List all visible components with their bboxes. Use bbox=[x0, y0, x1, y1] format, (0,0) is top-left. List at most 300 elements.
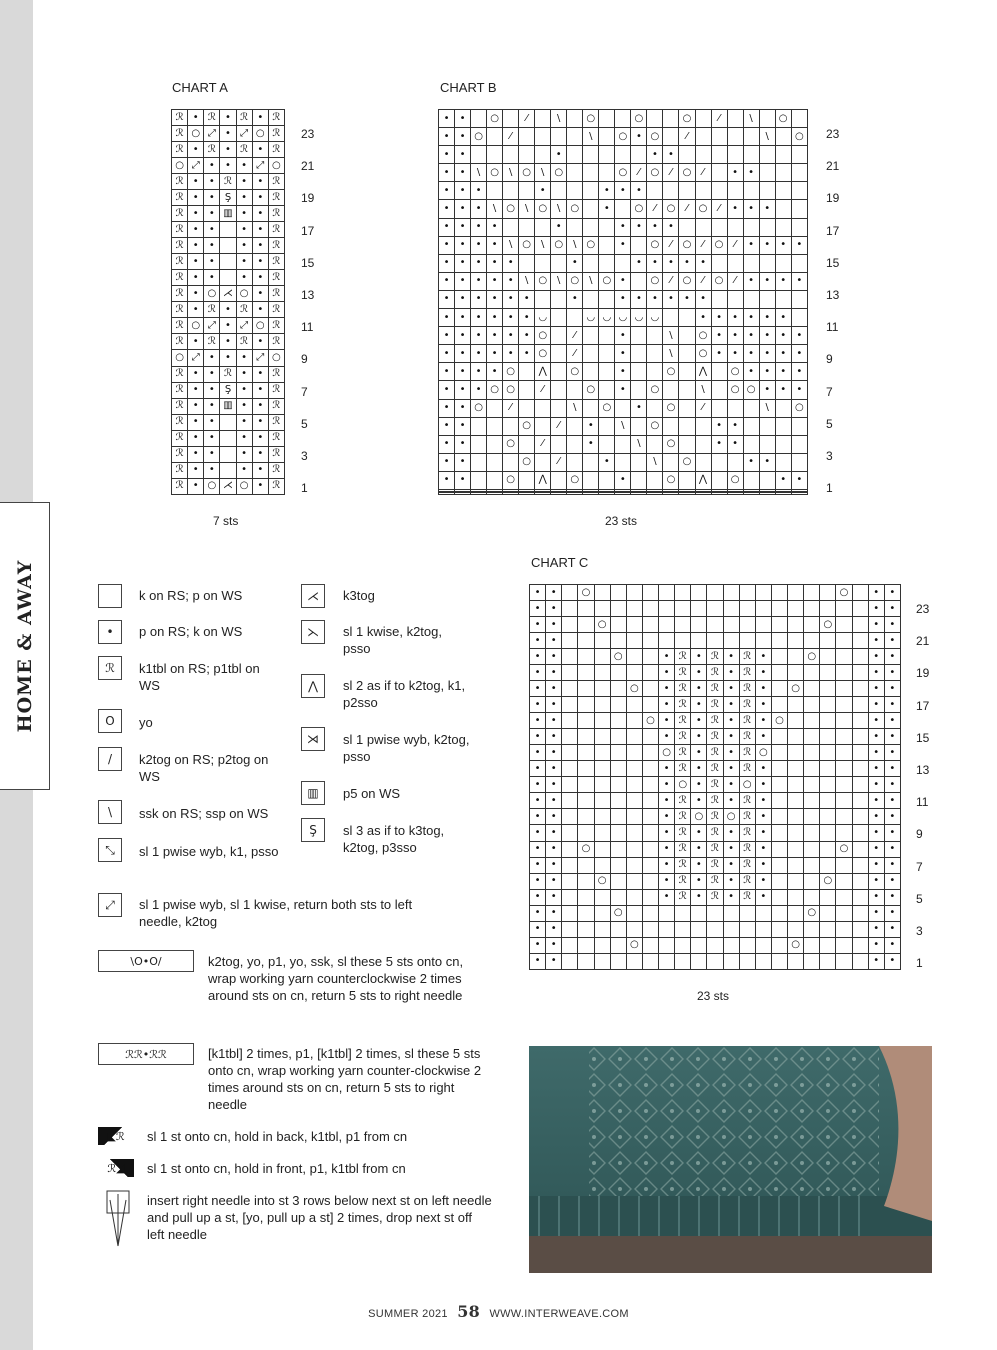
key-ssk-desc: ssk on RS; ssp on WS bbox=[139, 806, 269, 821]
chart-cell bbox=[771, 841, 787, 857]
chart-cell bbox=[578, 745, 594, 761]
chart-cell: ○ bbox=[599, 272, 615, 290]
chart-cell bbox=[578, 633, 594, 649]
chart-cell: • bbox=[884, 681, 900, 697]
chart-cell bbox=[551, 254, 567, 272]
chart-cell bbox=[642, 889, 658, 905]
chart-cell bbox=[220, 254, 236, 270]
chart-cell: • bbox=[439, 471, 455, 489]
chart-cell: ⤢ bbox=[204, 126, 220, 142]
row-number: 17 bbox=[826, 223, 840, 238]
chart-cell bbox=[578, 953, 594, 969]
chart-cell: ℛ bbox=[268, 110, 284, 126]
chart-cell bbox=[583, 164, 599, 182]
chart-cell: ⁄ bbox=[663, 272, 679, 290]
chart-cell: • bbox=[204, 350, 220, 366]
chart-cell bbox=[626, 601, 642, 617]
chart-cell: ℛ bbox=[739, 665, 755, 681]
chart-cell: • bbox=[884, 921, 900, 937]
chart-cell bbox=[642, 841, 658, 857]
row-number: 11 bbox=[826, 320, 839, 335]
chart-cell: • bbox=[503, 345, 519, 363]
chart-cell: ○ bbox=[642, 713, 658, 729]
chart-cell: ℛ bbox=[707, 729, 723, 745]
chart-cell: ℛ bbox=[268, 398, 284, 414]
chart-cell: • bbox=[487, 363, 503, 381]
chart-cell bbox=[594, 777, 610, 793]
chart-cell: • bbox=[252, 446, 268, 462]
chart-cell bbox=[804, 665, 820, 681]
chart-cell: • bbox=[530, 729, 546, 745]
chart-cell bbox=[707, 633, 723, 649]
chart-cell bbox=[503, 182, 519, 200]
chart-cell: • bbox=[220, 158, 236, 174]
chart-cell bbox=[820, 937, 836, 953]
chart-cell: • bbox=[884, 777, 900, 793]
chart-cell bbox=[578, 825, 594, 841]
key-wrap-tbl-cable-desc: [k1tbl] 2 times, p1, [k1tbl] 2 times, sl these 5 sts onto cn, wrap working yarn counter-clockwise 2 times around sts on cn, return 5 sts to right needle bbox=[208, 1046, 482, 1112]
chart-cell bbox=[707, 905, 723, 921]
chart-cell bbox=[755, 921, 771, 937]
chart-cell: • bbox=[220, 126, 236, 142]
chart-cell bbox=[610, 601, 626, 617]
chart-cell bbox=[675, 905, 691, 921]
chart-cell bbox=[711, 471, 727, 489]
chart-cell: • bbox=[236, 366, 252, 382]
chart-cell: • bbox=[252, 414, 268, 430]
chart-cell: • bbox=[439, 363, 455, 381]
chart-cell bbox=[610, 809, 626, 825]
chart-cell bbox=[852, 937, 868, 953]
chart-cell: • bbox=[204, 190, 220, 206]
chart-cell bbox=[852, 585, 868, 601]
chart-cell: ℛ bbox=[739, 809, 755, 825]
chart-cell: • bbox=[755, 681, 771, 697]
chart-cell: ℛ bbox=[739, 841, 755, 857]
chart-cell bbox=[852, 745, 868, 761]
chart-cell: ○ bbox=[788, 681, 804, 697]
chart-cell bbox=[791, 417, 807, 435]
chart-cell bbox=[583, 146, 599, 164]
chart-cell: • bbox=[236, 190, 252, 206]
chart-cell: ℛ bbox=[268, 238, 284, 254]
chart-cell bbox=[626, 809, 642, 825]
chart-cell bbox=[659, 633, 675, 649]
chart-cell: ○ bbox=[583, 110, 599, 128]
chart-cell: ○ bbox=[578, 841, 594, 857]
key-purl-desc: p on RS; k on WS bbox=[139, 624, 243, 639]
chart-cell bbox=[743, 182, 759, 200]
chart-cell: • bbox=[659, 873, 675, 889]
chart-cell bbox=[578, 665, 594, 681]
chart-cell bbox=[647, 345, 663, 363]
chart-cell bbox=[820, 921, 836, 937]
chart-cell: • bbox=[188, 334, 204, 350]
chart-cell bbox=[663, 453, 679, 471]
chart-cell bbox=[551, 381, 567, 399]
chart-cell bbox=[599, 417, 615, 435]
chart-cell: • bbox=[868, 921, 884, 937]
key-sl1-psso-desc: sl 1 pwise wyb, k1, psso bbox=[139, 844, 279, 859]
chart-cell: • bbox=[759, 327, 775, 345]
chart-cell: ○ bbox=[610, 905, 626, 921]
chart-cell bbox=[562, 585, 578, 601]
chart-cell: • bbox=[659, 761, 675, 777]
chart-cell bbox=[739, 937, 755, 953]
chart-cell bbox=[836, 633, 852, 649]
chart-cell: • bbox=[615, 381, 631, 399]
key-yo: O bbox=[98, 709, 122, 733]
chart-cell bbox=[675, 601, 691, 617]
chart-cell: • bbox=[868, 905, 884, 921]
chart-cell: • bbox=[868, 585, 884, 601]
chart-cell: • bbox=[868, 745, 884, 761]
chart-cell bbox=[647, 471, 663, 489]
chart-cell: • bbox=[530, 857, 546, 873]
chart-cell: ○ bbox=[519, 453, 535, 471]
chart-cell bbox=[642, 745, 658, 761]
chart-cell bbox=[578, 889, 594, 905]
chart-a-grid bbox=[171, 109, 285, 495]
chart-cell bbox=[626, 617, 642, 633]
chart-cell bbox=[578, 905, 594, 921]
chart-cell bbox=[675, 953, 691, 969]
chart-cell: • bbox=[775, 236, 791, 254]
chart-cell bbox=[852, 697, 868, 713]
chart-cell: • bbox=[546, 777, 562, 793]
chart-cell bbox=[695, 493, 711, 495]
chart-cell bbox=[615, 110, 631, 128]
chart-cell: ⁄ bbox=[631, 164, 647, 182]
chart-cell bbox=[759, 290, 775, 308]
chart-cell: • bbox=[868, 777, 884, 793]
chart-cell bbox=[578, 713, 594, 729]
chart-cell: ○ bbox=[503, 363, 519, 381]
chart-cell bbox=[626, 857, 642, 873]
chart-cell: • bbox=[471, 363, 487, 381]
chart-cell: • bbox=[659, 729, 675, 745]
chart-cell: • bbox=[439, 435, 455, 453]
chart-cell: • bbox=[530, 793, 546, 809]
chart-cell: ○ bbox=[675, 777, 691, 793]
chart-cell: ○ bbox=[626, 937, 642, 953]
chart-cell: • bbox=[471, 309, 487, 327]
chart-cell: ○ bbox=[578, 585, 594, 601]
chart-cell: ○ bbox=[535, 200, 551, 218]
chart-cell bbox=[631, 493, 647, 495]
chart-cell bbox=[691, 921, 707, 937]
chart-cell: • bbox=[252, 222, 268, 238]
chart-cell bbox=[583, 363, 599, 381]
chart-cell: • bbox=[519, 290, 535, 308]
chart-cell bbox=[594, 921, 610, 937]
chart-cell: \ bbox=[503, 164, 519, 182]
chart-cell: • bbox=[691, 729, 707, 745]
chart-cell bbox=[739, 617, 755, 633]
chart-cell bbox=[659, 585, 675, 601]
chart-cell bbox=[739, 601, 755, 617]
chart-cell: • bbox=[691, 873, 707, 889]
chart-cell: • bbox=[546, 921, 562, 937]
chart-cell bbox=[820, 601, 836, 617]
chart-cell bbox=[503, 493, 519, 495]
chart-cell bbox=[788, 601, 804, 617]
chart-cell: • bbox=[455, 236, 471, 254]
chart-cell: • bbox=[455, 435, 471, 453]
chart-cell bbox=[594, 889, 610, 905]
chart-cell: • bbox=[546, 665, 562, 681]
chart-cell: ○ bbox=[836, 841, 852, 857]
chart-cell: • bbox=[236, 382, 252, 398]
chart-cell: • bbox=[884, 953, 900, 969]
chart-cell bbox=[599, 110, 615, 128]
chart-cell: • bbox=[546, 937, 562, 953]
chart-cell bbox=[836, 729, 852, 745]
chart-cell bbox=[820, 953, 836, 969]
chart-cell bbox=[727, 182, 743, 200]
chart-cell: \ bbox=[583, 128, 599, 146]
row-number: 19 bbox=[826, 191, 840, 206]
chart-cell bbox=[820, 793, 836, 809]
chart-cell bbox=[771, 729, 787, 745]
chart-cell: ○ bbox=[695, 327, 711, 345]
chart-cell: ℛ bbox=[739, 729, 755, 745]
chart-cell: • bbox=[530, 905, 546, 921]
chart-cell: ℛ bbox=[739, 793, 755, 809]
chart-cell bbox=[852, 681, 868, 697]
key-yo-desc: yo bbox=[139, 715, 153, 730]
chart-cell: ○ bbox=[204, 286, 220, 302]
key-sl1-k2tog-psso-desc: sl 1 pwise wyb, k2tog, psso bbox=[343, 732, 470, 764]
chart-cell: • bbox=[755, 889, 771, 905]
chart-cell: • bbox=[755, 665, 771, 681]
chart-cell: ○ bbox=[615, 128, 631, 146]
chart-cell: • bbox=[439, 417, 455, 435]
chart-cell: • bbox=[691, 825, 707, 841]
chart-cell bbox=[820, 585, 836, 601]
chart-cell: • bbox=[723, 825, 739, 841]
chart-cell: • bbox=[546, 889, 562, 905]
chart-cell: • bbox=[487, 327, 503, 345]
chart-cell bbox=[578, 921, 594, 937]
chart-cell: • bbox=[487, 345, 503, 363]
chart-cell: • bbox=[188, 462, 204, 478]
chart-cell bbox=[642, 601, 658, 617]
chart-cell bbox=[647, 435, 663, 453]
chart-cell bbox=[471, 471, 487, 489]
chart-cell: ℛ bbox=[675, 665, 691, 681]
chart-cell: • bbox=[455, 290, 471, 308]
chart-cell bbox=[695, 417, 711, 435]
chart-cell bbox=[804, 745, 820, 761]
chart-cell bbox=[599, 290, 615, 308]
chart-cell bbox=[723, 905, 739, 921]
chart-cell bbox=[679, 327, 695, 345]
row-number: 5 bbox=[916, 891, 923, 906]
chart-cell: • bbox=[471, 254, 487, 272]
chart-cell: ○ bbox=[679, 236, 695, 254]
chart-cell: • bbox=[204, 254, 220, 270]
chart-cell bbox=[727, 399, 743, 417]
chart-cell: ○ bbox=[647, 272, 663, 290]
chart-cell bbox=[771, 953, 787, 969]
chart-cell: • bbox=[691, 777, 707, 793]
chart-cell: • bbox=[236, 398, 252, 414]
key-left-cross: ℛ◢ bbox=[98, 1159, 134, 1177]
chart-cell bbox=[727, 453, 743, 471]
chart-cell: ○ bbox=[695, 345, 711, 363]
key-sl1-psso: ⤡ bbox=[98, 838, 122, 862]
chart-cell bbox=[626, 841, 642, 857]
chart-cell: • bbox=[530, 681, 546, 697]
chart-cell: • bbox=[868, 937, 884, 953]
chart-cell: • bbox=[755, 841, 771, 857]
chart-cell bbox=[599, 493, 615, 495]
chart-cell: • bbox=[188, 110, 204, 126]
chart-cell bbox=[771, 921, 787, 937]
chart-cell: ⁄ bbox=[695, 272, 711, 290]
chart-cell: ○ bbox=[711, 272, 727, 290]
row-number: 19 bbox=[301, 191, 315, 206]
chart-cell bbox=[599, 236, 615, 254]
chart-cell bbox=[663, 417, 679, 435]
chart-cell: • bbox=[252, 270, 268, 286]
chart-cell bbox=[679, 345, 695, 363]
chart-cell: \ bbox=[535, 236, 551, 254]
chart-cell: \ bbox=[551, 110, 567, 128]
chart-cell: ℛ bbox=[172, 238, 188, 254]
chart-cell: ⁄ bbox=[727, 236, 743, 254]
chart-a-title: CHART A bbox=[172, 80, 228, 95]
chart-cell bbox=[567, 182, 583, 200]
chart-cell: • bbox=[755, 729, 771, 745]
chart-cell bbox=[519, 254, 535, 272]
chart-cell: \ bbox=[647, 453, 663, 471]
chart-cell: • bbox=[567, 290, 583, 308]
chart-cell: • bbox=[546, 633, 562, 649]
chart-cell bbox=[562, 825, 578, 841]
chart-cell: ℛ bbox=[172, 462, 188, 478]
chart-cell: • bbox=[791, 363, 807, 381]
chart-cell bbox=[804, 729, 820, 745]
chart-cell bbox=[562, 649, 578, 665]
chart-cell: • bbox=[252, 430, 268, 446]
chart-cell bbox=[691, 601, 707, 617]
row-number: 17 bbox=[916, 698, 930, 713]
chart-cell: • bbox=[791, 345, 807, 363]
chart-cell: • bbox=[759, 345, 775, 363]
chart-cell: ◡ bbox=[535, 309, 551, 327]
chart-cell: ⁄ bbox=[503, 128, 519, 146]
chart-cell: ○ bbox=[727, 381, 743, 399]
chart-cell: • bbox=[252, 462, 268, 478]
chart-cell bbox=[610, 777, 626, 793]
chart-cell bbox=[820, 857, 836, 873]
chart-cell bbox=[836, 697, 852, 713]
chart-cell bbox=[567, 417, 583, 435]
chart-cell bbox=[594, 825, 610, 841]
chart-cell: ℛ bbox=[204, 110, 220, 126]
chart-cell: • bbox=[236, 238, 252, 254]
chart-cell: • bbox=[188, 430, 204, 446]
chart-cell bbox=[583, 453, 599, 471]
chart-cell: • bbox=[775, 327, 791, 345]
chart-cell bbox=[471, 417, 487, 435]
chart-cell: • bbox=[868, 809, 884, 825]
chart-cell: ℛ bbox=[172, 334, 188, 350]
chart-cell: • bbox=[551, 218, 567, 236]
chart-cell bbox=[820, 745, 836, 761]
chart-cell: ℛ bbox=[707, 889, 723, 905]
chart-cell bbox=[788, 889, 804, 905]
chart-cell bbox=[788, 713, 804, 729]
chart-cell bbox=[610, 953, 626, 969]
chart-cell: • bbox=[868, 841, 884, 857]
chart-cell bbox=[519, 128, 535, 146]
chart-cell bbox=[663, 493, 679, 495]
chart-cell: ○ bbox=[471, 128, 487, 146]
chart-cell bbox=[771, 889, 787, 905]
chart-cell: • bbox=[884, 889, 900, 905]
chart-cell: • bbox=[530, 649, 546, 665]
website-link[interactable]: WWW.INTERWEAVE.COM bbox=[489, 1308, 629, 1320]
chart-cell: ℛ bbox=[675, 729, 691, 745]
chart-cell: • bbox=[220, 110, 236, 126]
chart-cell bbox=[626, 665, 642, 681]
key-p5: ▥ bbox=[301, 781, 325, 805]
chart-cell bbox=[836, 761, 852, 777]
chart-cell bbox=[626, 745, 642, 761]
chart-cell bbox=[578, 777, 594, 793]
chart-cell: • bbox=[546, 729, 562, 745]
chart-cell: • bbox=[663, 218, 679, 236]
chart-cell bbox=[642, 937, 658, 953]
chart-cell: • bbox=[455, 146, 471, 164]
chart-cell: ℛ bbox=[268, 206, 284, 222]
chart-cell: • bbox=[530, 873, 546, 889]
chart-cell bbox=[562, 873, 578, 889]
chart-cell: • bbox=[659, 825, 675, 841]
chart-cell bbox=[788, 729, 804, 745]
chart-cell: • bbox=[691, 697, 707, 713]
chart-cell bbox=[852, 873, 868, 889]
chart-cell bbox=[599, 471, 615, 489]
chart-cell: • bbox=[236, 174, 252, 190]
key-k2tog-desc: k2tog on RS; p2tog on WS bbox=[139, 752, 269, 784]
chart-cell: • bbox=[775, 272, 791, 290]
chart-cell bbox=[711, 493, 727, 495]
chart-cell bbox=[820, 697, 836, 713]
chart-cell: ℛ bbox=[172, 382, 188, 398]
chart-cell: • bbox=[204, 366, 220, 382]
chart-cell: • bbox=[727, 417, 743, 435]
chart-cell bbox=[578, 601, 594, 617]
chart-cell bbox=[739, 585, 755, 601]
chart-cell bbox=[562, 713, 578, 729]
chart-cell bbox=[583, 200, 599, 218]
row-number: 13 bbox=[916, 763, 930, 777]
chart-cell bbox=[852, 809, 868, 825]
chart-cell: • bbox=[439, 182, 455, 200]
chart-cell: • bbox=[691, 649, 707, 665]
row-number: 13 bbox=[826, 288, 840, 302]
chart-cell: • bbox=[236, 254, 252, 270]
chart-cell bbox=[788, 953, 804, 969]
chart-cell: • bbox=[471, 236, 487, 254]
chart-cell bbox=[755, 585, 771, 601]
chart-cell bbox=[642, 825, 658, 841]
chart-cell: • bbox=[631, 128, 647, 146]
